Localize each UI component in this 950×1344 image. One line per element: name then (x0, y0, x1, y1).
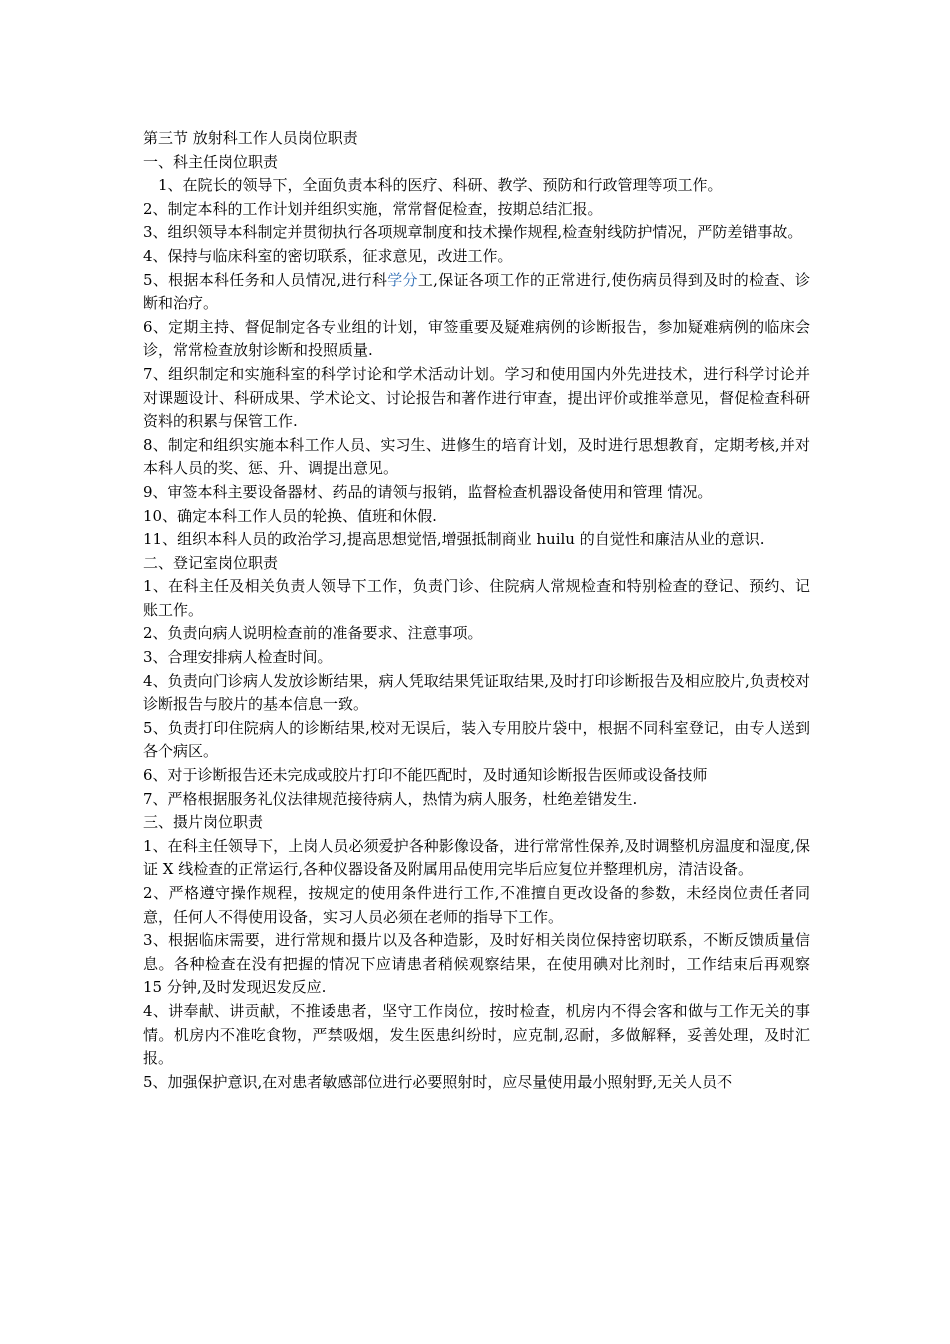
paragraph: 7、组织制定和实施科室的科学讨论和学术活动计划。学习和使用国内外先进技术，进行科学讨论并对课题设计、科研成果、学术论文、讨论报告和著作进行审查，提出评价或推举意见，督促检查科研资料的积累与保管工作. (143, 364, 810, 431)
paragraph: 3、合理安排病人检查时间。 (143, 648, 333, 667)
paragraph: 3、组织领导本科制定并贯彻执行各项规章制度和技术操作规程,检查射线防护情况，严防差错事故。 (143, 223, 803, 242)
paragraph (143, 269, 810, 316)
hyperlink[interactable]: 学分 (387, 270, 418, 289)
paragraph: 5、负责打印住院病人的诊断结果,校对无误后，装入专用胶片袋中，根据不同科室登记，由专人送到各个病区。 (143, 718, 810, 761)
paragraph: 7、严格根据服务礼仪法律规范接待病人，热情为病人服务，杜绝差错发生. (143, 789, 638, 808)
paragraph-text: 5、根据本科任务和人员情况,进行科 (143, 270, 388, 289)
paragraph: 1、在院长的领导下，全面负责本科的医疗、科研、教学、预防和行政管理等项工作。 (158, 176, 723, 195)
paragraph: 10、确定本科工作人员的轮换、值班和休假. (143, 506, 437, 525)
section-heading: 一、科主任岗位职责 (143, 152, 279, 171)
paragraph: 5、加强保护意识,在对患者敏感部位进行必要照射时，应尽量使用最小照射野,无关人员不 (143, 1072, 733, 1091)
paragraph: 4、负责向门诊病人发放诊断结果，病人凭取结果凭证取结果,及时打印诊断报告及相应胶片,负责校对诊断报告与胶片的基本信息一致。 (143, 671, 810, 714)
paragraph: 4、保持与临床科室的密切联系，征求意见，改进工作。 (143, 246, 513, 265)
paragraph: 8、制定和组织实施本科工作人员、实习生、进修生的培育计划，及时进行思想教育，定期考核,并对本科人员的奖、惩、升、调提出意见。 (143, 435, 810, 478)
paragraph: 3、根据临床需要，进行常规和摄片以及各种造影，及时好相关岗位保持密切联系，不断反馈质量信息。各种检查在没有把握的情况下应请患者稍候观察结果，在使用碘对比剂时，工作结束后再观察 15 分钟,及时发现迟发反应. (143, 931, 810, 997)
paragraph: 11、组织本科人员的政治学习,提高思想觉悟,增强抵制商业 huilu 的自觉性和廉洁从业的意识. (143, 530, 765, 549)
paragraph: 6、对于诊断报告还未完成或胶片打印不能匹配时，及时通知诊断报告医师或设备技师 (143, 766, 708, 785)
paragraph-text: 工,保证各项工作的正常进行,使伤病员得到及时的检查、诊断和治疗。 (143, 270, 810, 313)
paragraph: 2、负责向病人说明检查前的准备要求、注意事项。 (143, 624, 483, 643)
section-heading: 三、摄片岗位职责 (143, 813, 264, 832)
section-heading: 二、登记室岗位职责 (143, 553, 279, 572)
paragraph: 4、讲奉献、讲贡献，不推诿患者，坚守工作岗位，按时检查，机房内不得会客和做与工作无关的事情。机房内不准吃食物，严禁吸烟，发生医患纠纷时，应克制,忍耐，多做解释，妥善处理，及时汇报。 (143, 1001, 810, 1068)
document-title: 第三节 放射科工作人员岗位职责 (143, 129, 358, 147)
paragraph: 2、严格遵守操作规程，按规定的使用条件进行工作,不准擅自更改设备的参数，未经岗位责任者同意，任何人不得使用设备，实习人员必须在老师的指导下工作。 (143, 884, 810, 926)
paragraph: 6、定期主持、督促制定各专业组的计划，审签重要及疑难病例的诊断报告，参加疑难病例的临床会诊，常常检查放射诊断和投照质量. (143, 317, 810, 360)
paragraph: 1、在科主任及相关负责人领导下工作，负责门诊、住院病人常规检查和特别检查的登记、预约、记账工作。 (143, 577, 810, 619)
paragraph: 1、在科主任领导下，上岗人员必须爱护各种影像设备，进行常常性保养,及时调整机房温度和湿度,保证 X 线检查的正常运行,各种仪器设备及附属用品使用完毕后应复位并整理机房，清洁设备。 (143, 836, 810, 879)
paragraph: 9、审签本科主要设备器材、药品的请领与报销，监督检查机器设备使用和管理 情况。 (143, 482, 713, 501)
paragraph: 2、制定本科的工作计划并组织实施，常常督促检查，按期总结汇报。 (143, 199, 603, 218)
